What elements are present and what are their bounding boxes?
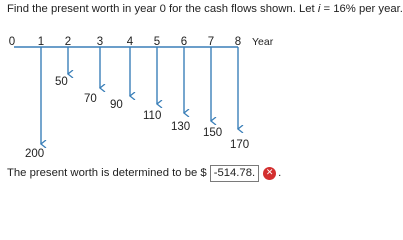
answer-trailing-period: . [278,167,282,179]
cash-flow-amount-year-6: 130 [171,121,191,133]
incorrect-x-icon: ✕ [263,167,276,180]
year-tick-0: 0 [8,36,16,48]
answer-prefix: The present worth is determined to be $ [7,167,207,179]
cash-flow-amount-year-2: 50 [55,76,68,88]
cash-flow-amount-year-7: 150 [203,127,223,139]
answer-row [7,164,281,182]
cash-flow-amount-year-8: 170 [230,139,250,151]
year-tick-3: 3 [96,36,104,48]
year-tick-2: 2 [64,36,72,48]
cash-flow-amount-year-1: 200 [25,148,45,160]
cash-flow-amount-year-4: 90 [110,99,123,111]
year-tick-8: 8 [234,36,242,48]
year-tick-5: 5 [153,36,161,48]
question-text-start: Find the present worth in year 0 for the cash flows shown. Let [7,3,318,15]
year-tick-4: 4 [126,36,134,48]
cash-flow-amount-year-5: 110 [143,110,162,122]
cash-flow-amount-year-3: 70 [84,93,97,105]
year-tick-7: 7 [207,36,215,48]
year-axis-label: Year [252,36,274,48]
year-tick-6: 6 [180,36,188,48]
answer-input[interactable]: -514.78. [210,165,259,182]
interest-variable: i [317,3,321,15]
question-text-end: = 16% per year. [320,3,403,15]
year-tick-1: 1 [37,36,45,48]
